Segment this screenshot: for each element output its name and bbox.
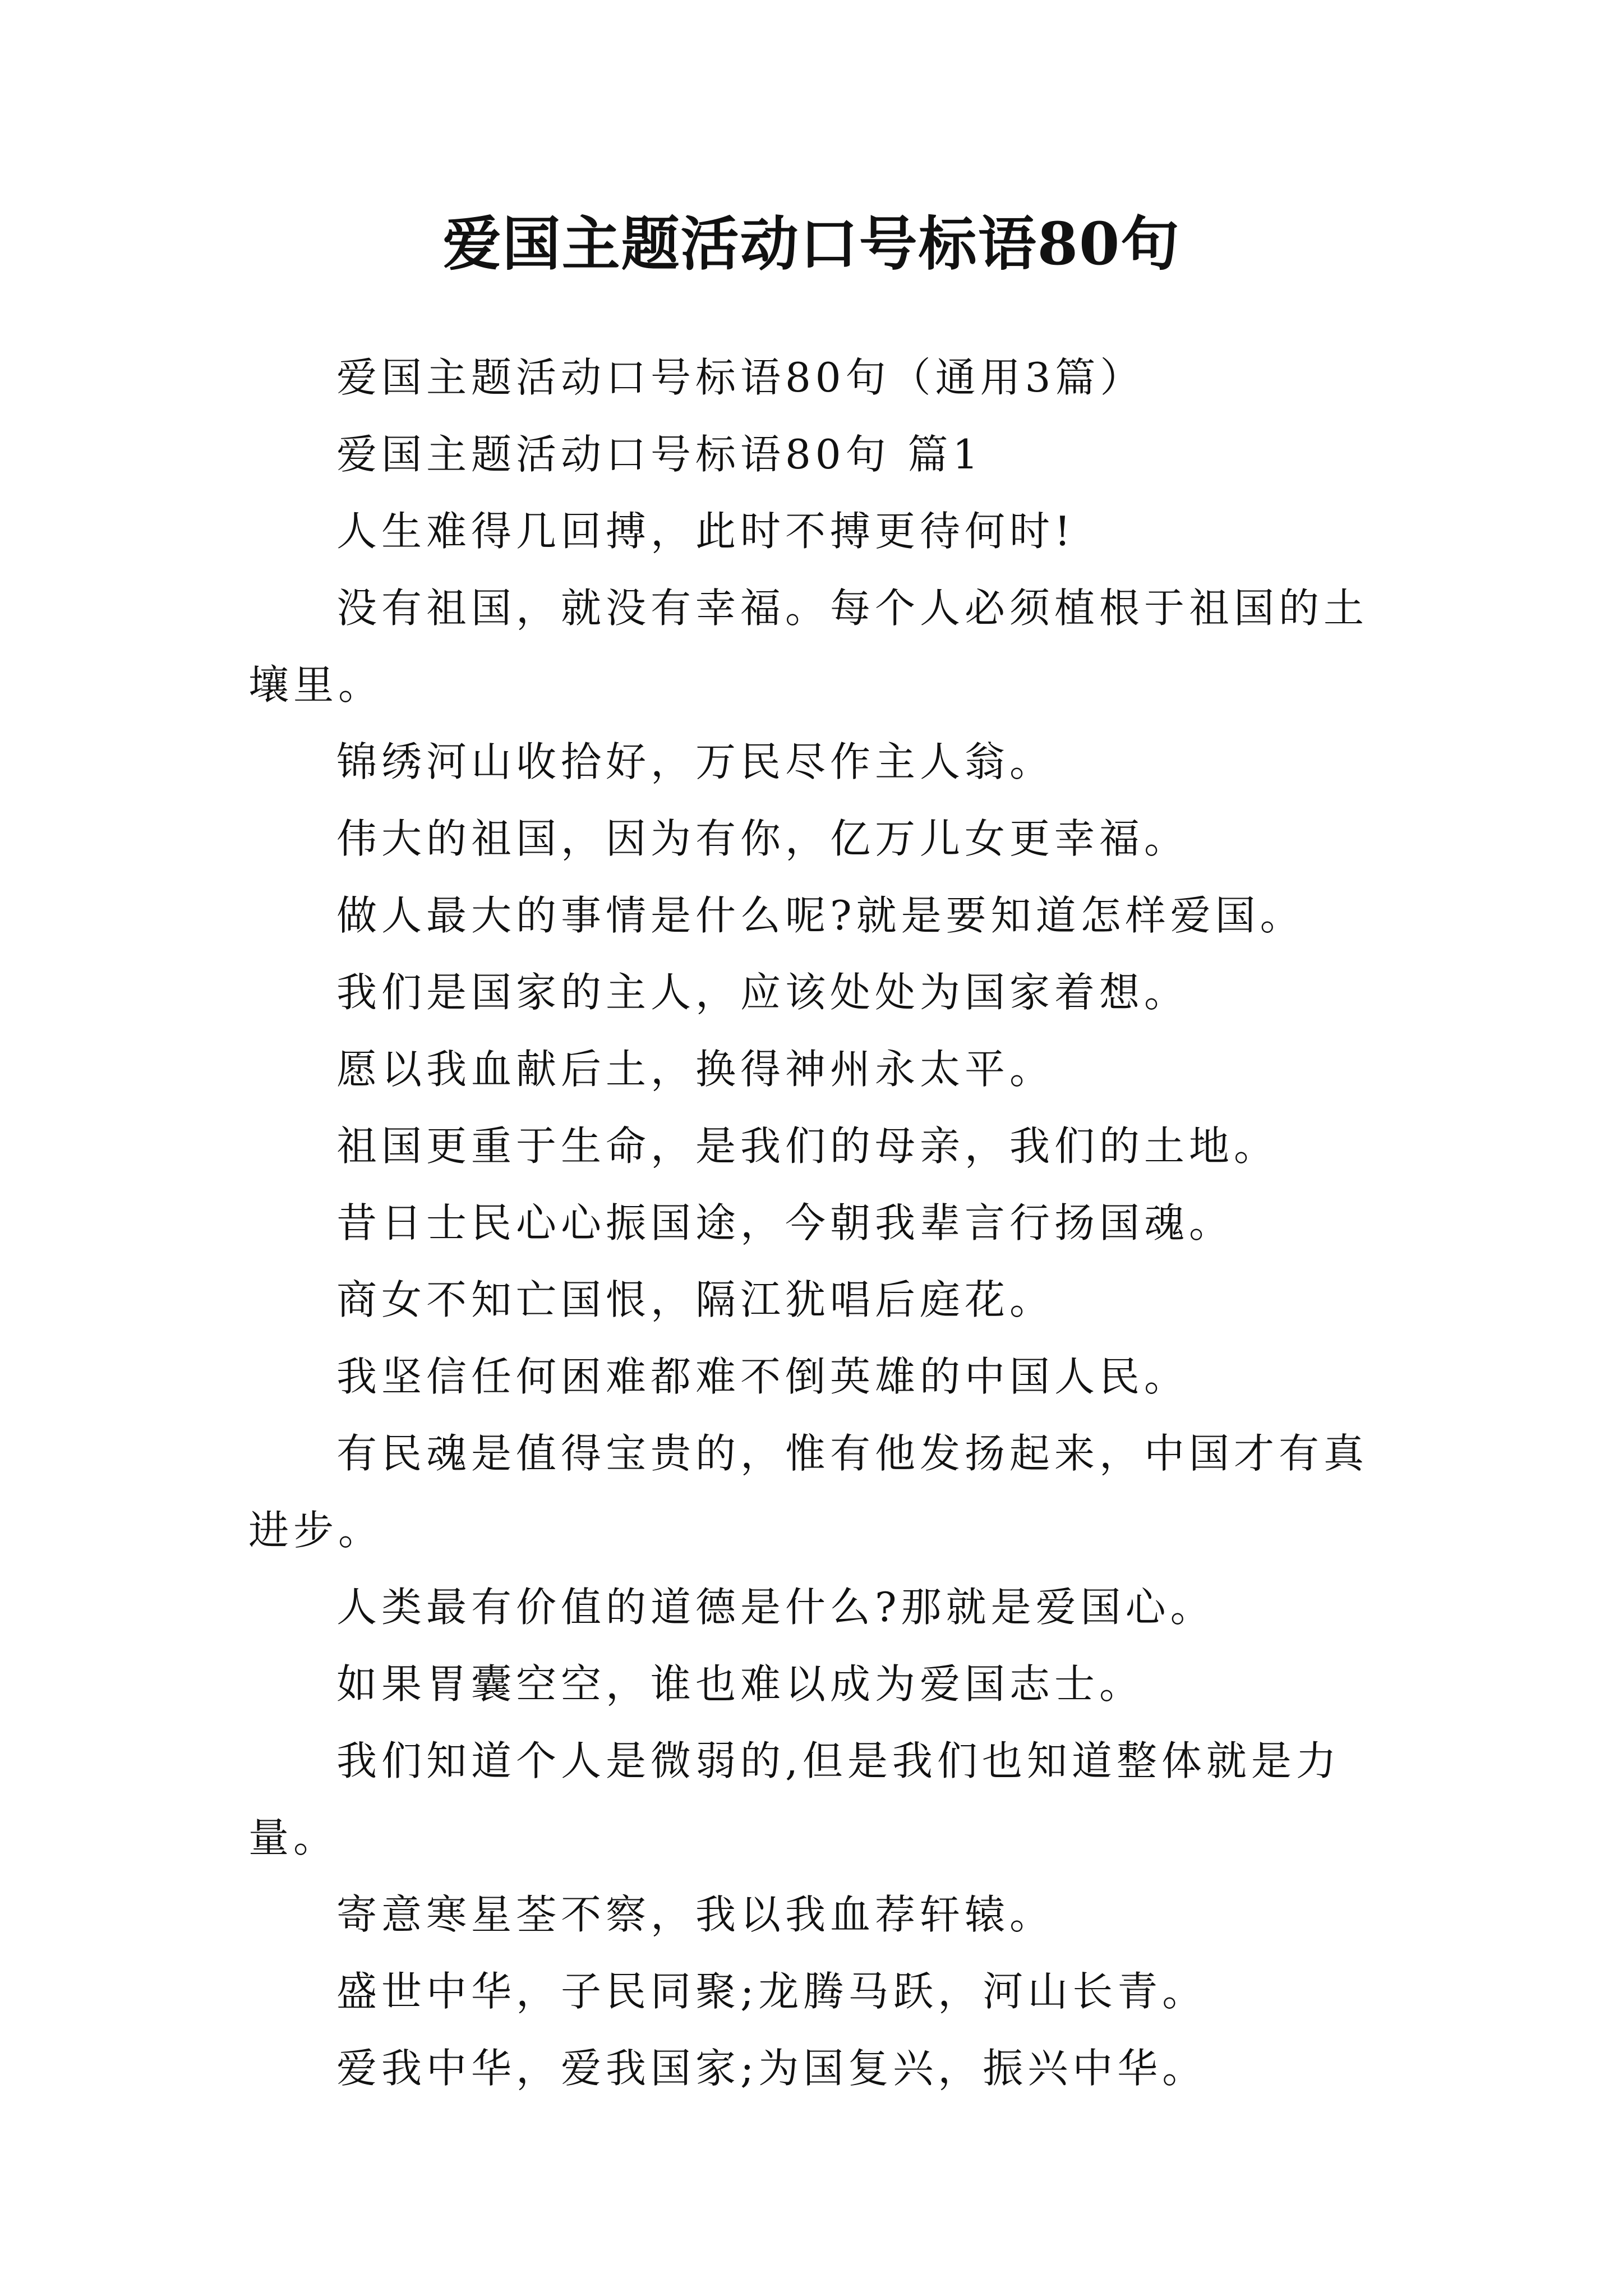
paragraph: 爱国主题活动口号标语80句（通用3篇） (336, 354, 1145, 401)
paragraph: 我们知道个人是微弱的,但是我们也知道整体就是力量。 (248, 1737, 1341, 1861)
paragraph: 爱我中华，爱我国家;为国复兴，振兴中华。 (336, 2045, 1207, 2092)
paragraph: 锦绣河山收拾好，万民尽作主人翁。 (336, 738, 1055, 785)
paragraph: 没有祖国，就没有幸福。每个人必须植根于祖国的土壤里。 (248, 585, 1369, 708)
document-body (248, 339, 1387, 2107)
paragraph: 爱国主题活动口号标语80句 篇1 (336, 431, 983, 478)
paragraph: 昔日士民心心振国途，今朝我辈言行扬国魂。 (336, 1199, 1234, 1246)
paragraph: 盛世中华，子民同聚;龙腾马跃，河山长青。 (336, 1968, 1207, 2015)
paragraph: 人生难得几回搏，此时不搏更待何时! (336, 508, 1075, 555)
paragraph: 做人最大的事情是什么呢?就是要知道怎样爱国。 (336, 892, 1305, 939)
page-title: 爱国主题活动口号标语80句 (442, 209, 1181, 278)
paragraph: 人类最有价值的道德是什么?那就是爱国心。 (336, 1584, 1215, 1631)
paragraph: 商女不知亡国恨，隔江犹唱后庭花。 (336, 1276, 1055, 1323)
paragraph: 伟大的祖国，因为有你，亿万儿女更幸福。 (336, 815, 1189, 862)
paragraph: 有民魂是值得宝贵的，惟有他发扬起来，中国才有真进步。 (248, 1430, 1369, 1554)
paragraph: 寄意寒星荃不察，我以我血荐轩辕。 (336, 1891, 1055, 1938)
paragraph: 愿以我血献后土，换得神州永太平。 (336, 1046, 1055, 1093)
paragraph: 如果胃囊空空，谁也难以成为爱国志士。 (336, 1660, 1145, 1708)
paragraph: 祖国更重于生命，是我们的母亲，我们的土地。 (336, 1122, 1279, 1170)
paragraph: 我们是国家的主人，应该处处为国家着想。 (336, 969, 1189, 1016)
paragraph: 我坚信任何困难都难不倒英雄的中国人民。 (336, 1353, 1189, 1400)
